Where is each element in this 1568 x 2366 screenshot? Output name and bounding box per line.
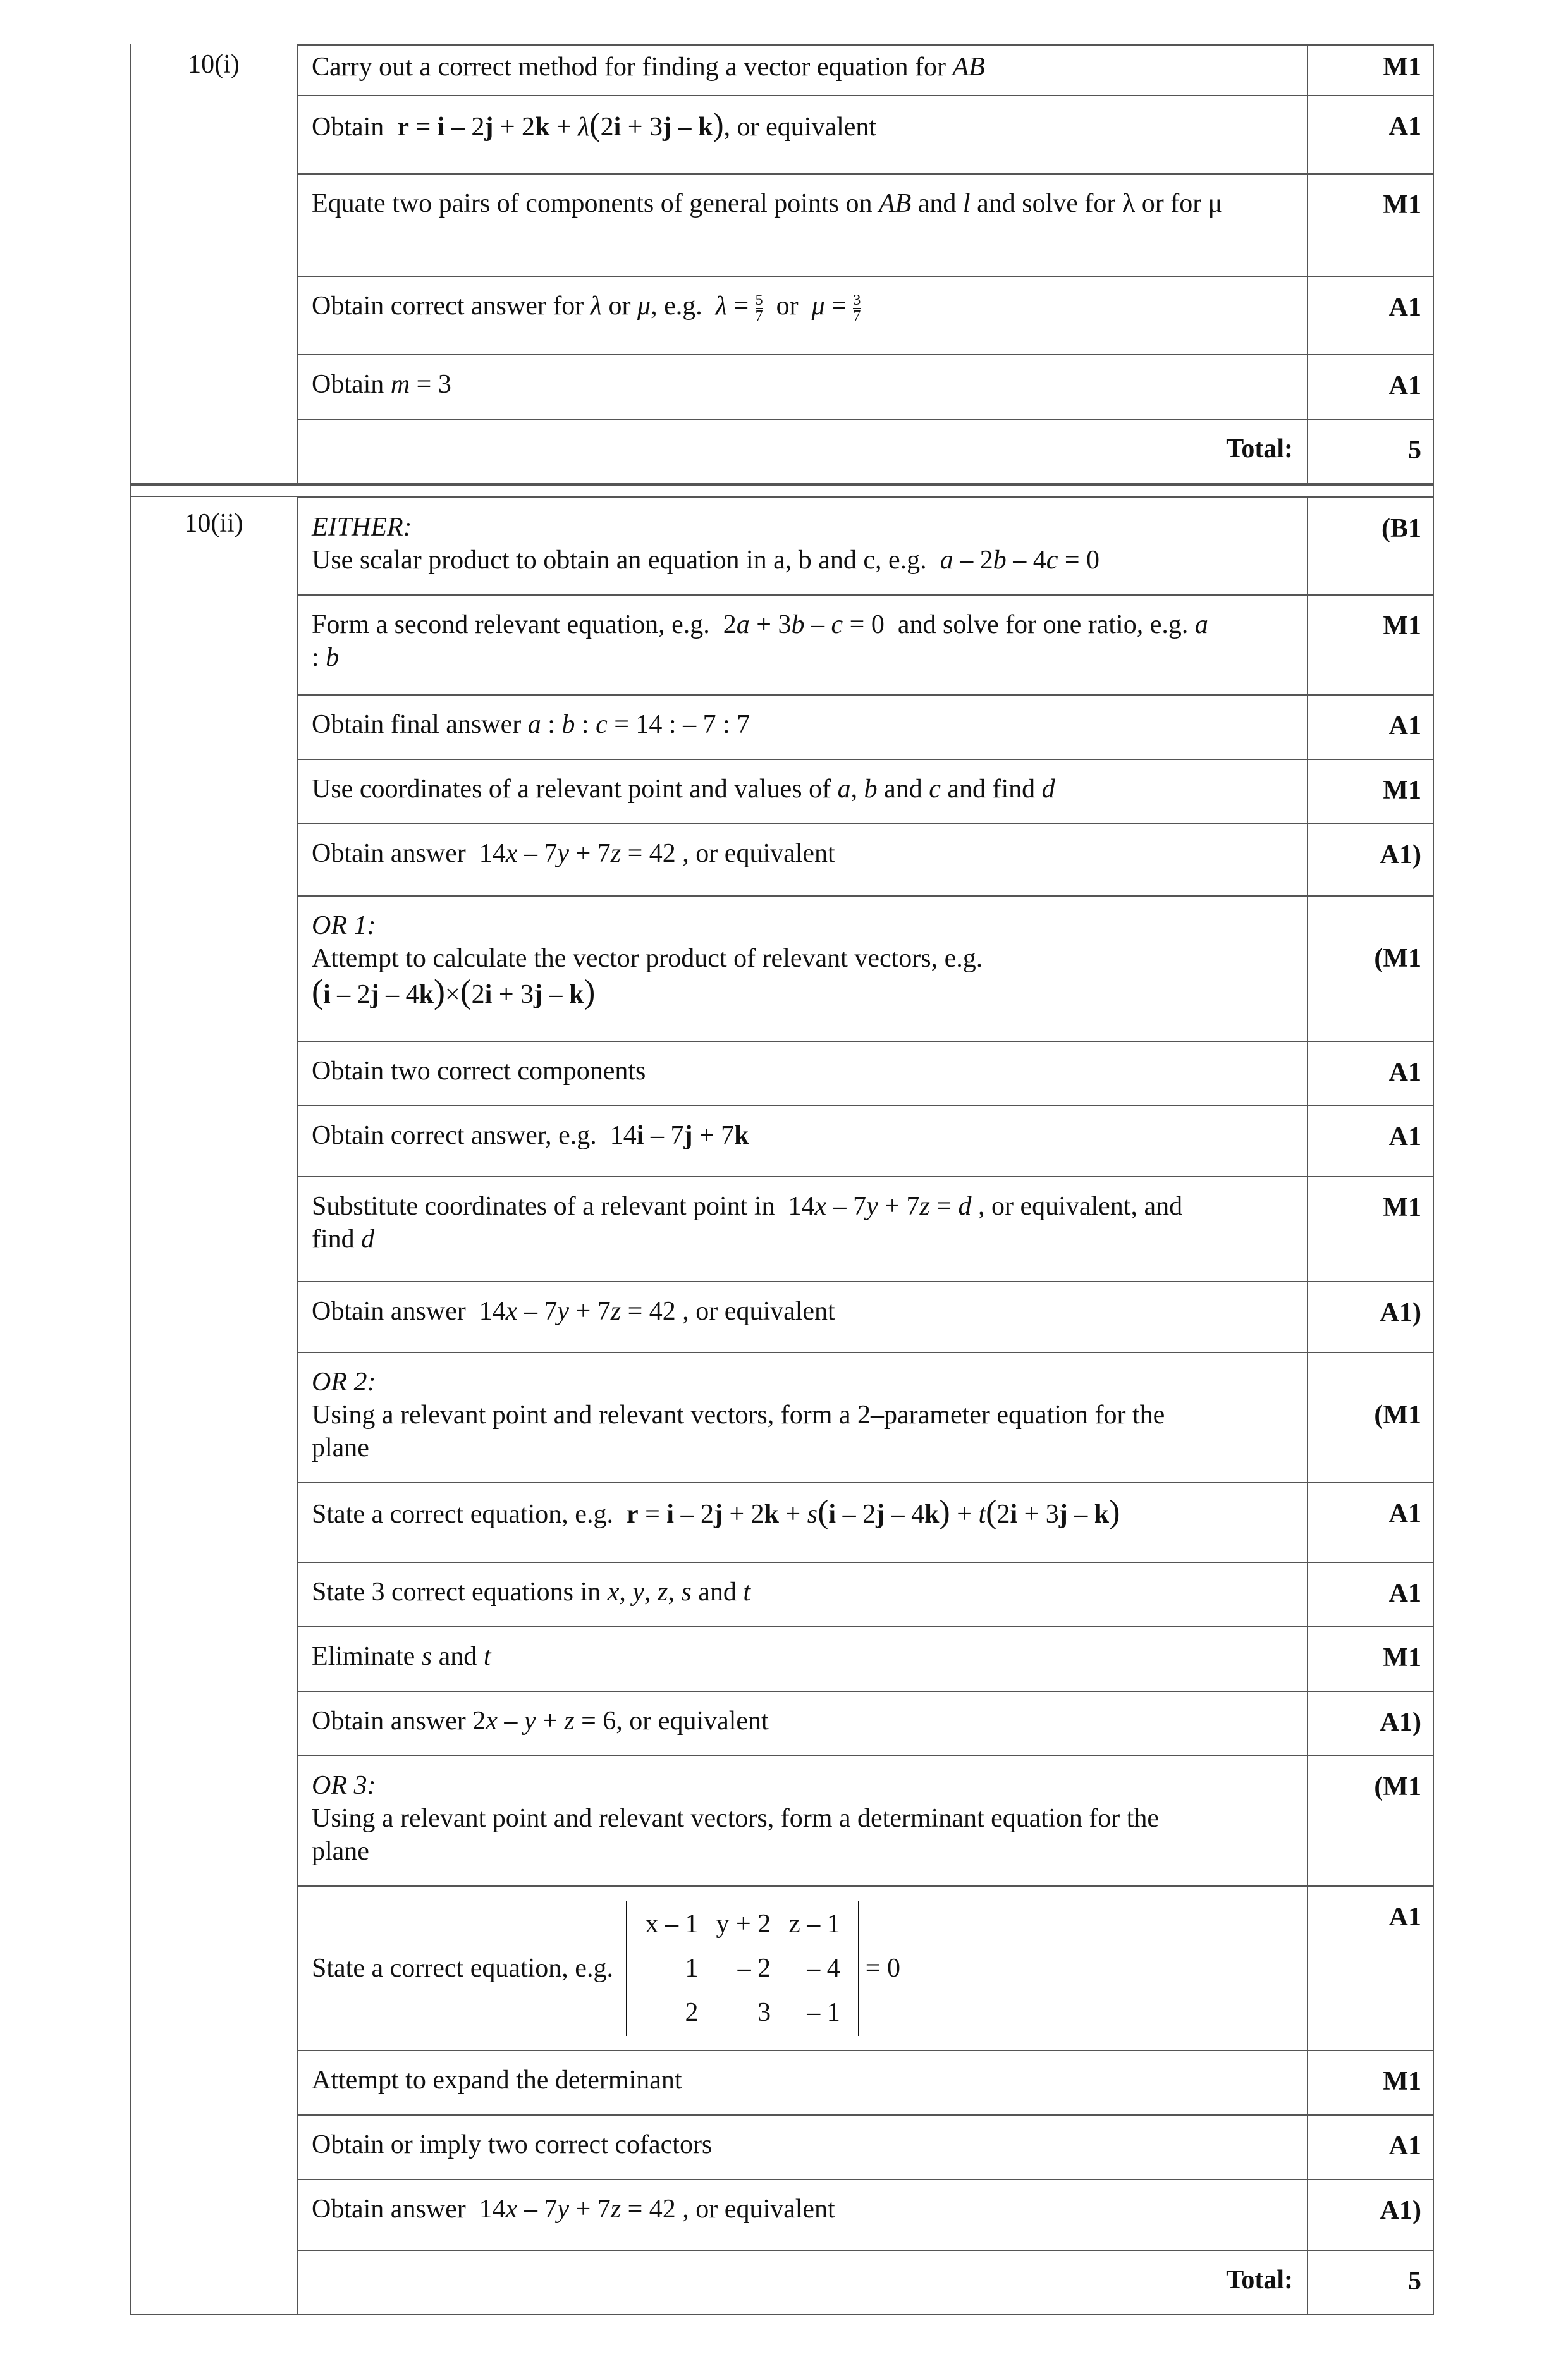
mark-cell: A1	[1388, 1499, 1421, 1528]
question-cell	[131, 44, 298, 483]
mark-cell: M1	[1383, 611, 1421, 641]
answer-cell: State a correct equation, e.g. x – 1 y + 2 z – 1 1 – 2 – 4 2 3 – 1 = 0	[298, 1887, 1308, 2050]
det-cell: z – 1	[788, 1909, 840, 1939]
mark-cell: A1)	[1380, 1298, 1421, 1327]
mark-cell: A1	[1388, 371, 1421, 400]
det-cell: y + 2	[716, 1909, 771, 1939]
mark-cell: A1	[1388, 1903, 1421, 1932]
answer-cell: Obtain m = 3	[298, 355, 1308, 419]
det-cell: 2	[685, 1998, 699, 2027]
table-row	[298, 497, 1433, 594]
mark-cell: A1	[1388, 2131, 1421, 2161]
table-row	[298, 1755, 1433, 1885]
answer-cell: State 3 correct equations in x, y, z, s and t	[298, 1563, 1308, 1626]
table-row	[298, 1352, 1433, 1482]
table-row	[298, 1176, 1433, 1281]
mark-cell: A1)	[1380, 1708, 1421, 1737]
question-label: 10(ii)	[184, 509, 243, 538]
total-value: 5	[1408, 2267, 1421, 2296]
mark-cell: M1	[1383, 52, 1421, 82]
mark-cell: (B1	[1381, 514, 1421, 543]
part-ii-section	[130, 497, 1434, 2315]
mark-cell: A1)	[1380, 2196, 1421, 2225]
section-divider	[130, 484, 1434, 497]
total-value: 5	[1408, 436, 1421, 465]
table-row	[298, 1281, 1433, 1352]
table-row	[298, 354, 1433, 419]
table-row	[298, 44, 1433, 95]
question-cell	[131, 497, 298, 2314]
answer-cell: Obtain or imply two correct cofactors	[298, 2116, 1308, 2179]
table-row	[298, 694, 1433, 759]
mark-cell: A1	[1388, 1058, 1421, 1087]
table-row	[298, 895, 1433, 1041]
table-row	[298, 95, 1433, 173]
table-row	[298, 2179, 1433, 2250]
mark-cell: M1	[1383, 1643, 1421, 1672]
table-row	[298, 1482, 1433, 1562]
mark-cell: A1	[1388, 293, 1421, 322]
table-row	[298, 1562, 1433, 1626]
mark-cell: A1)	[1380, 840, 1421, 869]
det-cell: x – 1	[645, 1909, 699, 1939]
total-row	[298, 2250, 1433, 2314]
table-row	[298, 2050, 1433, 2114]
question-label: 10(i)	[188, 50, 240, 79]
table-row	[298, 1691, 1433, 1755]
answer-cell: Obtain answer 14x – 7y + 7z = 42 , or equivalent	[298, 824, 1308, 895]
table-row	[298, 173, 1433, 276]
table-row	[298, 594, 1433, 694]
det-cell: – 2	[737, 1954, 771, 1983]
det-cell: 1	[685, 1954, 699, 1983]
answer-cell: Obtain answer 14x – 7y + 7z = 42 , or equivalent	[298, 1282, 1308, 1352]
answer-cell: EITHER: Use scalar product to obtain an equation in a, b and c, e.g. a – 2b – 4c = 0	[298, 498, 1308, 594]
answer-cell: Eliminate s and t	[298, 1627, 1308, 1691]
table-row	[298, 823, 1433, 895]
part-i-section	[130, 44, 1434, 484]
table-row	[298, 2114, 1433, 2179]
answer-cell: Substitute coordinates of a relevant point in 14x – 7y + 7z = d , or equivalent, and find d	[298, 1177, 1308, 1281]
mark-cell: A1	[1388, 1579, 1421, 1608]
table-row	[298, 759, 1433, 823]
answer-cell: OR 2: Using a relevant point and relevant vectors, form a 2–parameter equation for the plane	[298, 1353, 1308, 1482]
mark-cell: A1	[1388, 112, 1421, 141]
table-row	[298, 1626, 1433, 1691]
mark-cell: M1	[1383, 776, 1421, 805]
total-label: Total:	[298, 2251, 1308, 2314]
answer-cell: Use coordinates of a relevant point and values of a, b and c and find d	[298, 760, 1308, 823]
answer-cell: State a correct equation, e.g. r = i – 2j + 2k + s(i – 2j – 4k) + t(2i + 3j – k)	[298, 1483, 1308, 1562]
mark-cell: (M1	[1374, 1401, 1421, 1430]
mark-cell: M1	[1383, 2067, 1421, 2096]
mark-cell: M1	[1383, 190, 1421, 219]
table-row	[298, 1885, 1433, 2050]
mark-cell: (M1	[1374, 944, 1421, 973]
det-cell: 3	[757, 1998, 771, 2027]
answer-cell: Obtain answer 2x – y + z = 6, or equivalent	[298, 1692, 1308, 1755]
table-row	[298, 1041, 1433, 1105]
table-row	[298, 276, 1433, 354]
answer-cell: Obtain answer 14x – 7y + 7z = 42 , or equivalent	[298, 2180, 1308, 2250]
answer-cell: Equate two pairs of components of general points on AB and l and solve for λ or for μ	[298, 175, 1308, 276]
table-row	[298, 1105, 1433, 1176]
determinant	[626, 1901, 859, 2036]
mark-cell: A1	[1388, 711, 1421, 740]
answer-cell: Obtain final answer a : b : c = 14 : – 7 : 7	[298, 696, 1308, 759]
total-label: Total:	[298, 420, 1308, 483]
answer-cell: Obtain correct answer for λ or μ, e.g. λ = $\frac{5}{7}$ or μ = $\frac{3}{7}$	[298, 277, 1308, 354]
total-row	[298, 419, 1433, 483]
mark-cell: A1	[1388, 1122, 1421, 1151]
mark-scheme-table	[130, 44, 1434, 2315]
det-cell: – 4	[807, 1954, 840, 1983]
answer-cell: Form a second relevant equation, e.g. 2a + 3b – c = 0 and solve for one ratio, e.g. a : b	[298, 596, 1308, 694]
answer-cell: OR 3: Using a relevant point and relevant vectors, form a determinant equation for the plane	[298, 1756, 1308, 1885]
answer-cell: Obtain r = i – 2j + 2k + λ(2i + 3j – k), or equivalent	[298, 96, 1308, 173]
answer-cell: Obtain two correct components	[298, 1042, 1308, 1105]
answer-cell: Obtain correct answer, e.g. 14i – 7j + 7k	[298, 1106, 1308, 1176]
answer-cell: OR 1: Attempt to calculate the vector product of relevant vectors, e.g. (i – 2j – 4k)×(2i + 3j – k)	[298, 897, 1308, 1041]
answer-cell: Attempt to expand the determinant	[298, 2051, 1308, 2114]
mark-cell: M1	[1383, 1193, 1421, 1222]
answer-cell: Carry out a correct method for finding a vector equation for AB	[298, 46, 1308, 95]
det-cell: – 1	[807, 1998, 840, 2027]
mark-cell: (M1	[1374, 1772, 1421, 1801]
